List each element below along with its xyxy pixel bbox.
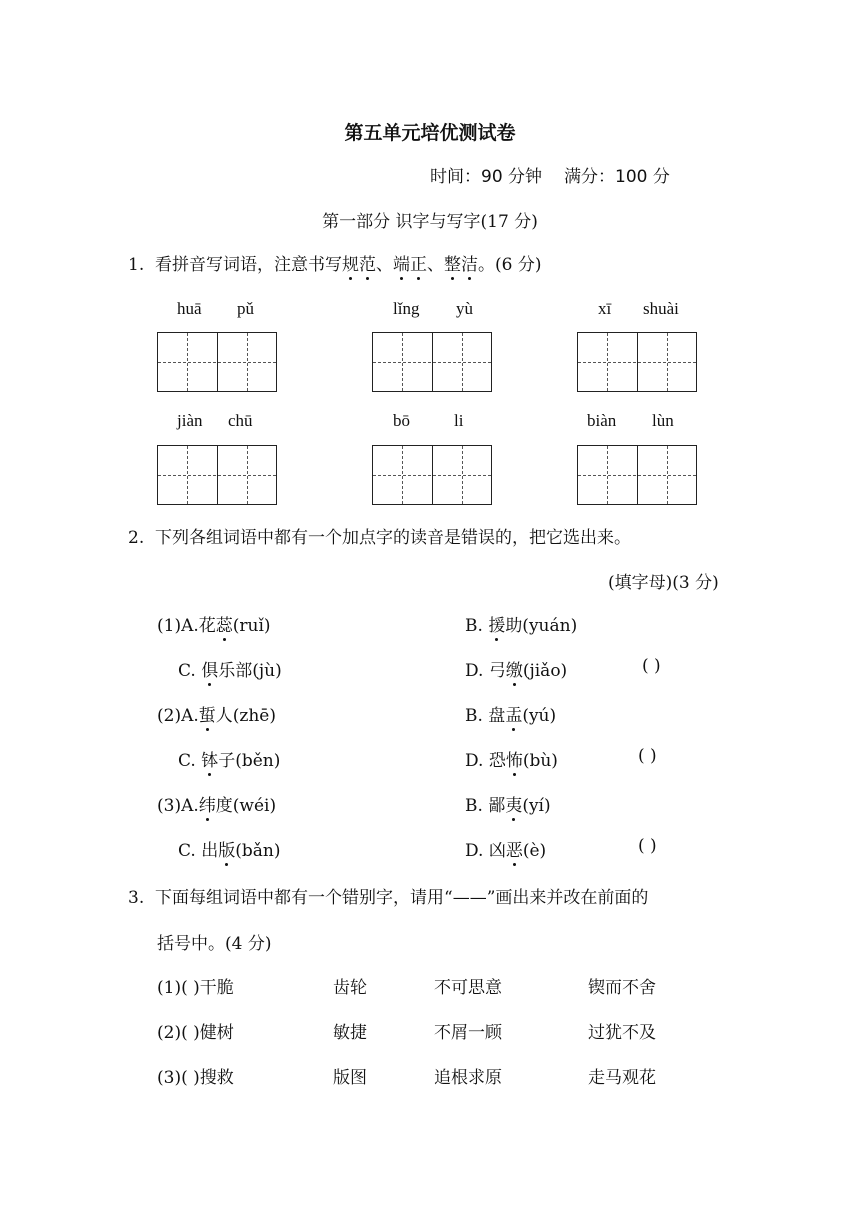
question-number: 1. (128, 255, 145, 275)
writing-grid[interactable] (577, 445, 697, 505)
pinyin-label: lǐng (393, 299, 420, 318)
pinyin-label: pǔ (237, 299, 254, 318)
answer-blank[interactable]: ( ) (642, 656, 661, 676)
page-title: 第五单元培优测试卷 (344, 122, 516, 144)
dotted-char: 整 (444, 255, 462, 275)
option-b: B. 援助(yuán) (465, 616, 578, 636)
writing-grid[interactable] (372, 445, 492, 505)
option-d: D. 弓缴(jiǎo) (465, 661, 568, 681)
pinyin-label: yù (456, 299, 473, 318)
writing-grid[interactable] (157, 332, 277, 392)
question-1-prompt (128, 250, 542, 275)
separator: 、 (427, 255, 445, 275)
separator: 、 (376, 255, 394, 275)
exam-meta (430, 162, 692, 187)
pinyin-label: xī (598, 299, 612, 318)
dotted-char: 版 (218, 841, 236, 861)
prompt-text: 下列各组词语中都有一个加点字的读音是错误的，把它选出来。 (155, 528, 632, 548)
dotted-char: 怖 (505, 751, 523, 771)
dotted-char: 俱 (201, 661, 219, 681)
row-label[interactable]: (1)( )干脆 (157, 978, 234, 998)
word: 追根求原 (434, 1068, 502, 1088)
pinyin-label: bō (393, 411, 410, 430)
option-b: B. 盘盂(yú) (465, 706, 557, 726)
dotted-char: 夷 (505, 796, 523, 816)
dotted-char: 援 (488, 616, 506, 636)
prompt-text: 看拼音写词语，注意书写 (155, 255, 343, 275)
word: 版图 (333, 1068, 367, 1088)
pinyin-label: biàn (587, 411, 617, 430)
dotted-char: 蕊 (215, 616, 233, 636)
pinyin-label: lùn (652, 411, 674, 430)
prompt-text: 下面每组词语中都有一个错别字，请用“——”画出来并改在前面的 (155, 888, 649, 908)
word: 不可思意 (434, 978, 502, 998)
dotted-char: 范 (359, 255, 377, 275)
word: 锲而不舍 (588, 978, 656, 998)
section-heading: 第一部分 识字与写字(17 分) (322, 212, 538, 232)
dotted-char: 盂 (505, 706, 523, 726)
answer-blank[interactable]: ( ) (638, 746, 657, 766)
dotted-char: 蜇 (198, 706, 216, 726)
option-d: D. 凶恶(è) (465, 841, 547, 861)
option-c: C. 俱乐部(jù) (178, 661, 282, 681)
option-c: C. 出版(bǎn) (178, 841, 281, 861)
dotted-char: 钵 (201, 751, 219, 771)
word: 敏捷 (333, 1023, 367, 1043)
prompt-score: 。(6 分) (478, 255, 542, 275)
question-number: 2. (128, 528, 145, 548)
time-limit: 时间：90 分钟 (430, 167, 543, 187)
pinyin-label: jiàn (177, 411, 203, 430)
option-b: B. 鄙夷(yí) (465, 796, 551, 816)
pinyin-label: li (454, 411, 464, 430)
dotted-char: 端 (393, 255, 411, 275)
dotted-char: 纬 (198, 796, 216, 816)
row-label[interactable]: (2)( )健树 (157, 1023, 234, 1043)
dotted-char: 缴 (505, 661, 523, 681)
option-a: (2)A.蜇人(zhē) (157, 706, 276, 726)
full-score: 满分：100 分 (564, 167, 670, 187)
option-a: (1)A.花蕊(ruǐ) (157, 616, 271, 636)
question-number: 3. (128, 888, 145, 908)
writing-grid[interactable] (157, 445, 277, 505)
pinyin-label: shuài (643, 299, 679, 318)
pinyin-label: chū (228, 411, 253, 430)
option-c: C. 钵子(běn) (178, 751, 281, 771)
word: 过犹不及 (588, 1023, 656, 1043)
writing-grid[interactable] (577, 332, 697, 392)
question-2-note: (填字母)(3 分) (608, 573, 719, 593)
question-2-prompt (128, 523, 631, 548)
dotted-char: 洁 (461, 255, 479, 275)
word: 不屑一顾 (434, 1023, 502, 1043)
option-a: (3)A.纬度(wéi) (157, 796, 277, 816)
answer-blank[interactable]: ( ) (638, 836, 657, 856)
writing-grid[interactable] (372, 332, 492, 392)
row-label[interactable]: (3)( )搜救 (157, 1068, 234, 1088)
dotted-char: 正 (410, 255, 428, 275)
question-3-prompt (128, 883, 648, 908)
question-3-prompt-cont: 括号中。(4 分) (157, 934, 272, 954)
option-d: D. 恐怖(bù) (465, 751, 558, 771)
dotted-char: 规 (342, 255, 360, 275)
dotted-char: 恶 (505, 841, 523, 861)
word: 齿轮 (333, 978, 367, 998)
pinyin-label: huā (177, 299, 202, 318)
word: 走马观花 (588, 1068, 656, 1088)
